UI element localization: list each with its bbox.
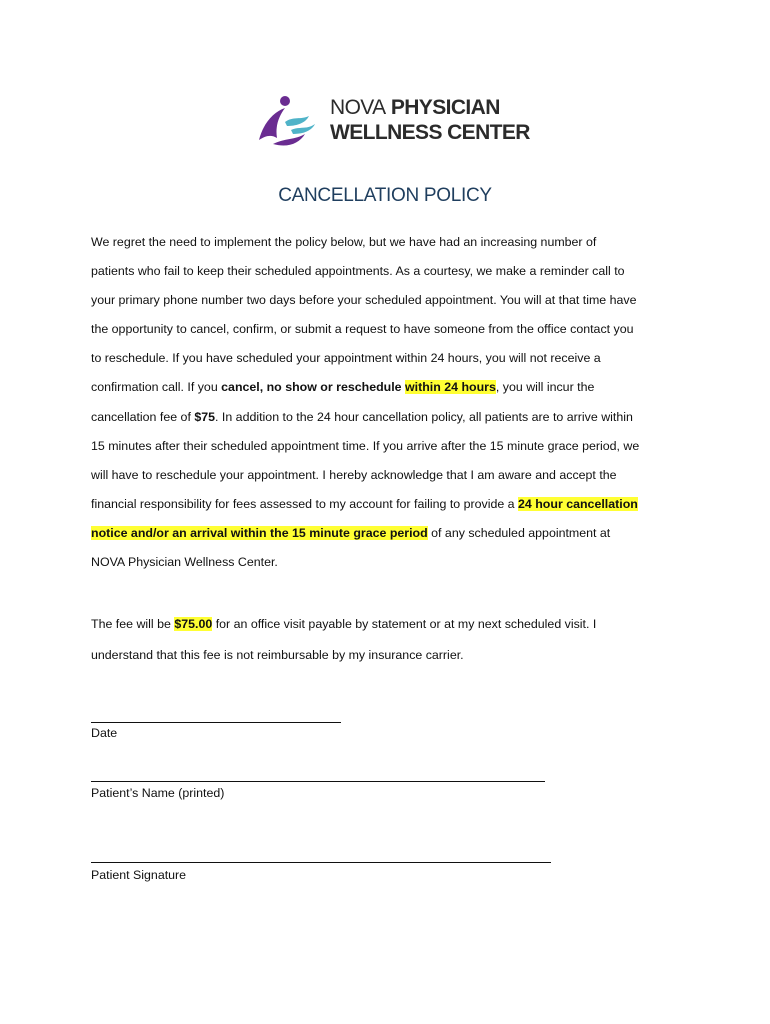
logo-nova: NOVA bbox=[330, 96, 386, 119]
highlighted-text: within 24 hours bbox=[405, 380, 496, 395]
date-label: Date bbox=[91, 726, 118, 740]
logo-line-2: WELLNESS CENTER bbox=[330, 121, 530, 144]
page-title: CANCELLATION POLICY bbox=[278, 185, 492, 206]
fee-paragraph bbox=[91, 609, 661, 671]
text-run: The fee will be bbox=[91, 617, 175, 631]
bold-text: cancel, no show or reschedule bbox=[221, 380, 406, 395]
text-run: of any scheduled appointment at bbox=[427, 525, 611, 540]
policy-line: 15 minutes after their scheduled appointment time. If you arrive after the 15 minute grace period, we bbox=[91, 438, 640, 453]
policy-line: your primary phone number two days before your scheduled appointment. You will at that time have bbox=[91, 293, 637, 308]
logo-physician: PHYSICIAN bbox=[390, 96, 500, 119]
policy-line: will have to reschedule your appointment. I hereby acknowledge that I am aware and accept the bbox=[91, 467, 617, 482]
fee-amount: $75 bbox=[194, 409, 216, 424]
text-run: cancellation fee of bbox=[91, 409, 195, 424]
policy-line: We regret the need to implement the policy below, but we have had an increasing number of bbox=[91, 235, 597, 249]
policy-line bbox=[91, 403, 661, 432]
patient-signature-line[interactable] bbox=[91, 862, 551, 863]
patient-name-signature-line[interactable] bbox=[91, 781, 545, 782]
wellness-figure-icon bbox=[255, 94, 327, 150]
logo-line-1 bbox=[330, 95, 530, 120]
text-run: . In addition to the 24 hour cancellation policy, all patients are to arrive within bbox=[215, 409, 633, 424]
highlighted-text: 24 hour cancellation bbox=[518, 496, 638, 511]
policy-line: NOVA Physician Wellness Center. bbox=[91, 555, 278, 570]
text-run: financial responsibility for fees assessed to my account for failing to provide a bbox=[91, 496, 519, 511]
policy-paragraph bbox=[91, 228, 661, 577]
text-run: for an office visit payable by statement or at my next scheduled visit. I bbox=[212, 617, 597, 631]
date-signature-line[interactable] bbox=[91, 722, 341, 723]
fee-amount: $75.00 bbox=[174, 617, 213, 631]
policy-line bbox=[91, 490, 661, 519]
logo bbox=[255, 92, 530, 152]
policy-line: to reschedule. If you have scheduled your appointment within 24 hours, you will not receive a bbox=[91, 351, 601, 366]
highlighted-text: notice and/or an arrival within the 15 minute grace period bbox=[91, 525, 428, 540]
policy-line bbox=[91, 519, 661, 548]
patient-name-label: Patient’s Name (printed) bbox=[91, 786, 225, 800]
patient-signature-label: Patient Signature bbox=[91, 868, 187, 882]
policy-line bbox=[91, 373, 661, 402]
policy-line: patients who fail to keep their scheduled appointments. As a courtesy, we make a reminder call to bbox=[91, 264, 625, 279]
text-run: confirmation call. If you bbox=[91, 380, 222, 395]
policy-line: the opportunity to cancel, confirm, or submit a request to have someone from the office contact you bbox=[91, 322, 634, 337]
logo-wordmark bbox=[330, 95, 530, 145]
fee-line bbox=[91, 609, 661, 640]
fee-line: understand that this fee is not reimbursable by my insurance carrier. bbox=[91, 648, 464, 662]
text-run: , you will incur the bbox=[495, 380, 595, 395]
